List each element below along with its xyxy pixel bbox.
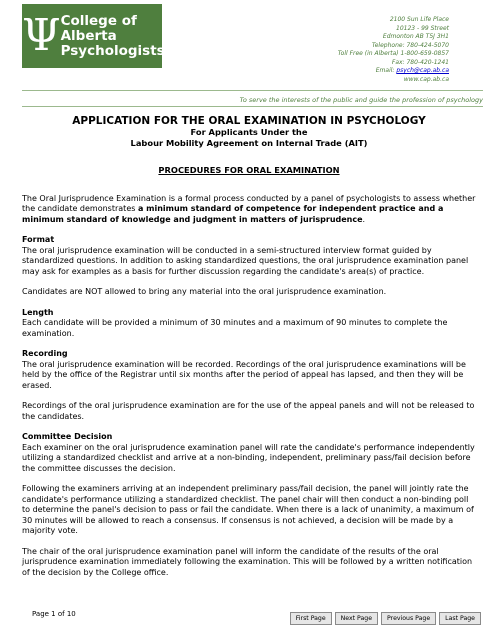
committee-paragraph: Each examiner on the oral jurisprudence examination panel will rate the candidate's performance independently utilizing a standardized checklist and arrive at a non-binding, independent, preliminary pass/fail decision before the committee discusses the decision. [22,442,475,473]
header-divider-top [22,90,483,91]
recording-paragraph: The oral jurisprudence examination will be recorded. Recordings of the oral jurisprudence examinations will be held by the office of the Registrar until six months after the period of appeal has lapsed, and then they will be erased. [22,359,466,390]
document-body [22,115,476,588]
section-title: PROCEDURES FOR ORAL EXAMINATION [158,165,340,175]
length-paragraph: Each candidate will be provided a minimum of 30 minutes and a maximum of 90 minutes to complete the examination. [22,318,448,338]
format-heading: Format [22,235,55,244]
fax: Fax: 780-420-1241 [391,58,449,66]
committee-paragraph-2: Following the examiners arriving at an independent preliminary pass/fail decision, the panel will jointly rate the candidate's performance utilizing a standardized checklist. The panel chair will then conduct a non-binding poll to determine the panel's decision to pass or fail the candidate. When there is a lack of unanimity, a maximum of 30 minutes will be allowed to reach a consensus. If consensus is not achieved, a decision will be made by a majority vote. [22,484,474,535]
website: www.cap.ab.ca [403,75,449,83]
college-logo [22,4,165,68]
email-line [338,67,449,76]
length-heading: Length [22,307,54,317]
tagline: To serve the interests of the public and guide the profession of psychology [239,96,483,104]
recording-paragraph-2: Recordings of the oral jurisprudence examination are for the use of the appeal panels and will not be released to the candidates. [22,401,475,421]
address-line-3: Edmonton AB T5J 3H1 [382,33,449,40]
address-line-1: 2100 Sun Life Place [389,16,449,23]
document-subtitle-1: For Applicants Under the [190,127,308,137]
first-page-button[interactable]: First Page [290,612,332,625]
email-label: Email: [375,67,397,74]
logo-line-3: Psychologists [60,42,165,59]
header-divider-bottom [22,106,483,107]
material-paragraph: Candidates are NOT allowed to bring any material into the oral jurisprudence examination. [22,287,387,296]
intro-text-c: . [362,214,366,224]
logo-wordmark [61,14,165,59]
intro-text-a: The Oral Jurisprudence Examination is a formal process conducted by a panel of psychologists to assess whether the candidate demonstrates [22,193,476,213]
recording-heading: Recording [22,349,68,358]
page-navigation [290,612,481,625]
document-title: APPLICATION FOR THE ORAL EXAMINATION IN PSYCHOLOGY [72,115,426,127]
toll-free: Toll Free (in Alberta) 1-800-659-0857 [337,50,449,57]
address-line-2: 10123 - 99 Street [396,24,449,32]
telephone: Telephone: 780-424-5070 [371,41,449,49]
previous-page-button[interactable]: Previous Page [381,612,436,625]
contact-block [338,16,449,84]
email-link[interactable]: psych@cap.ab.ca [396,67,449,74]
next-page-button[interactable]: Next Page [335,612,378,625]
psi-logo-icon: Ψ [22,10,61,61]
logo-line-2: Alberta [60,27,117,44]
logo-line-1: College of [60,12,137,29]
committee-heading: Committee Decision [22,432,113,441]
committee-paragraph-3: The chair of the oral jurisprudence examination panel will inform the candidate of the results of the oral jurisprudence examination immediately following the examination. This will be followed by a written notification of the decision by the College office. [22,546,473,577]
document-subtitle-2: Labour Mobility Agreement on Internal Trade (AIT) [130,138,368,148]
page-indicator: Page 1 of 10 [32,610,76,618]
last-page-button[interactable]: Last Page [439,612,481,625]
format-paragraph: The oral jurisprudence examination will be conducted in a semi-structured interview format guided by standardized questions. In addition to asking standardized questions, the oral jurisprudence examination panel may ask for examples as a basis for further discussion regarding the candidate's area(s) of practice. [22,245,469,276]
intro-paragraph [22,194,476,226]
intro-text-bold: a minimum standard of competence for independent practice and a minimum standard of knowledge and judgment in matters of jurisprudence [22,204,444,224]
